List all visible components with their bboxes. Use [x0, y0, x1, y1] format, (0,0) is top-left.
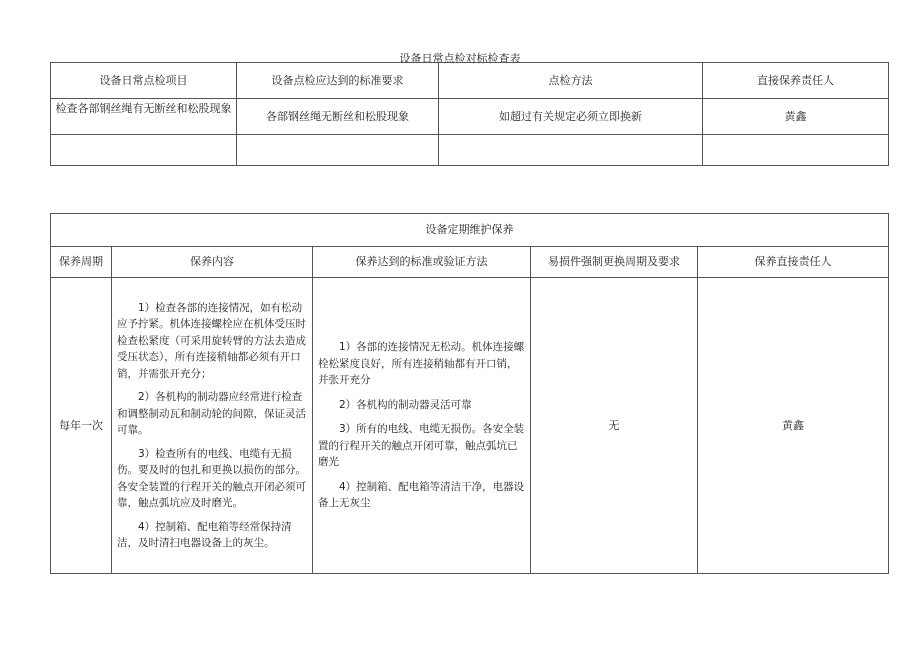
table-title-row: [51, 214, 889, 247]
header-cell: 保养直接责任人: [698, 247, 889, 278]
standard-item: 1）各部的连接情况无松动。机体连接螺栓松紧度良好，所有连接稍轴都有开口销，并张开充分: [318, 341, 525, 387]
table-header-row: [51, 247, 889, 278]
table-cell: [51, 135, 237, 166]
table-cell: 如超过有关规定必须立即换新: [439, 99, 703, 135]
table-cell: 检查各部钢丝绳有无断丝和松股现象: [51, 99, 237, 135]
period-cell: 每年一次: [51, 278, 112, 574]
standard-item: 2）各机构的制动器灵活可靠: [339, 398, 472, 411]
table-cell: [703, 135, 889, 166]
maintenance-title: 设备定期维护保养: [51, 214, 889, 247]
responsible-cell: 黄鑫: [698, 278, 889, 574]
content-item: 4）控制箱、配电箱等经常保持清洁，及时清扫电器设备上的灰尘。: [117, 520, 292, 549]
table-cell: 各部钢丝绳无断丝和松股现象: [237, 99, 439, 135]
standard-cell: [313, 278, 531, 574]
header-cell: 保养内容: [112, 247, 313, 278]
content-item: 2）各机构的制动器应经常进行检查和调整制动瓦和制动轮的间隙，保证灵活可靠。: [117, 391, 306, 436]
content-item: 3）检查所有的电线、电缆有无损伤。要及时的包扎和更换以损伤的部分。各安全装置的行程开关的触点开闭必须可靠，触点弧坑应及时磨光。: [117, 447, 306, 509]
table-cell: 黄鑫: [703, 99, 889, 135]
daily-inspection-table: [50, 62, 889, 166]
header-cell: 保养周期: [51, 247, 112, 278]
table-row: [51, 278, 889, 574]
table-row: [51, 135, 889, 166]
wear-parts-cell: 无: [531, 278, 698, 574]
table-cell: [237, 135, 439, 166]
header-cell: 易损件强制更换周期及要求: [531, 247, 698, 278]
maintenance-table: [50, 213, 889, 574]
header-cell: 设备点检应达到的标准要求: [237, 63, 439, 99]
table-row: [51, 99, 889, 135]
document-title: 设备日常点检对标检查表: [399, 52, 521, 65]
table-header-row: [51, 63, 889, 99]
table-cell: [439, 135, 703, 166]
standard-item: 3）所有的电线、电缆无损伤。各安全装置的行程开关的触点开闭可靠，触点弧坑已磨光: [318, 423, 525, 469]
header-cell: 保养达到的标准或验证方法: [313, 247, 531, 278]
header-cell: 直接保养责任人: [703, 63, 889, 99]
header-cell: 点检方法: [439, 63, 703, 99]
standard-item: 4）控制箱、配电箱等清洁干净，电器设备上无灰尘: [318, 480, 525, 510]
header-cell: 设备日常点检项目: [51, 63, 237, 99]
content-item: 1）检查各部的连接情况，如有松动应予拧紧。机体连接螺栓应在机体受压时检查松紧度（可采用旋转臂的方法去造成受压状态），所有连接稍轴都必须有开口销，并需张开充分；: [117, 301, 306, 380]
content-cell: [112, 278, 313, 574]
